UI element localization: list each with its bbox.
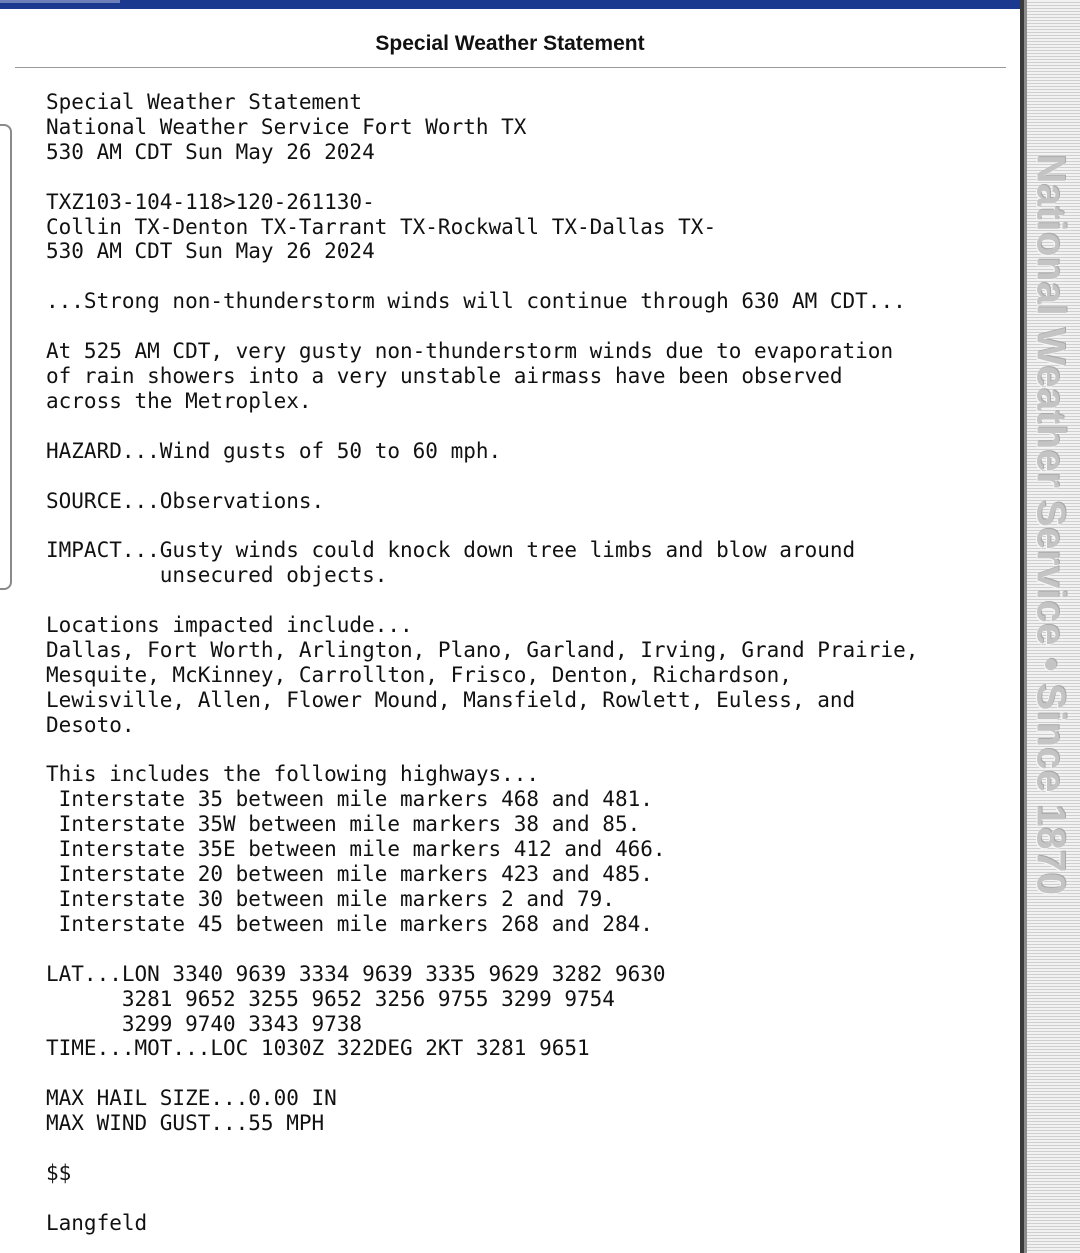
nws-watermark: National Weather Service • Since 1870	[1028, 154, 1073, 896]
page-title: Special Weather Statement	[375, 32, 645, 55]
header-tab-indicator	[0, 0, 120, 3]
title-divider	[15, 67, 1006, 68]
top-header-bar	[0, 0, 1020, 9]
product-content-area	[0, 9, 1020, 1253]
side-scroll-handle[interactable]	[0, 124, 12, 590]
weather-statement-text: Special Weather Statement National Weather Service Fort Worth TX 530 AM CDT Sun May 26 2024 TXZ103-104-118>120-261130- Collin TX-Denton TX-Tarrant TX-Rockwall TX-Dallas TX- 530 AM CDT Sun May 26 2024 ...Strong non-thunderstorm winds will continue through 630 AM CDT... At 525 AM CDT, very gusty non-thunderstorm winds due to evaporation of rain showers into a very unstable airmass have been observed across the Metroplex. HAZARD...Wind gusts of 50 to 60 mph. SOURCE...Observations. IMPACT...Gusty winds could knock down tree limbs and blow around unsecured objects. Locations impacted include... Dallas, Fort Worth, Arlington, Plano, Garland, Irving, Grand Prairie, Mesquite, McKinney, Carrollton, Frisco, Denton, Richardson, Lewisville, Allen, Flower Mound, Mansfield, Rowlett, Euless, and Desoto. This includes the following highways... Interstate 35 between mile markers 468 and 481. Interstate 35W between mile markers 38 and 85. Interstate 35E between mile markers 412 and 466. Interstate 20 between mile markers 423 and 485. Interstate 30 between mile markers 2 and 79. Interstate 45 between mile markers 268 and 284. LAT...LON 3340 9639 3334 9639 3335 9629 3282 9630 3281 9652 3255 9652 3256 9755 3299 9754 3299 9740 3343 9738 TIME...MOT...LOC 1030Z 322DEG 2KT 3281 9651 MAX HAIL SIZE...0.00 IN MAX WIND GUST...55 MPH $$ Langfeld	[46, 90, 919, 1235]
